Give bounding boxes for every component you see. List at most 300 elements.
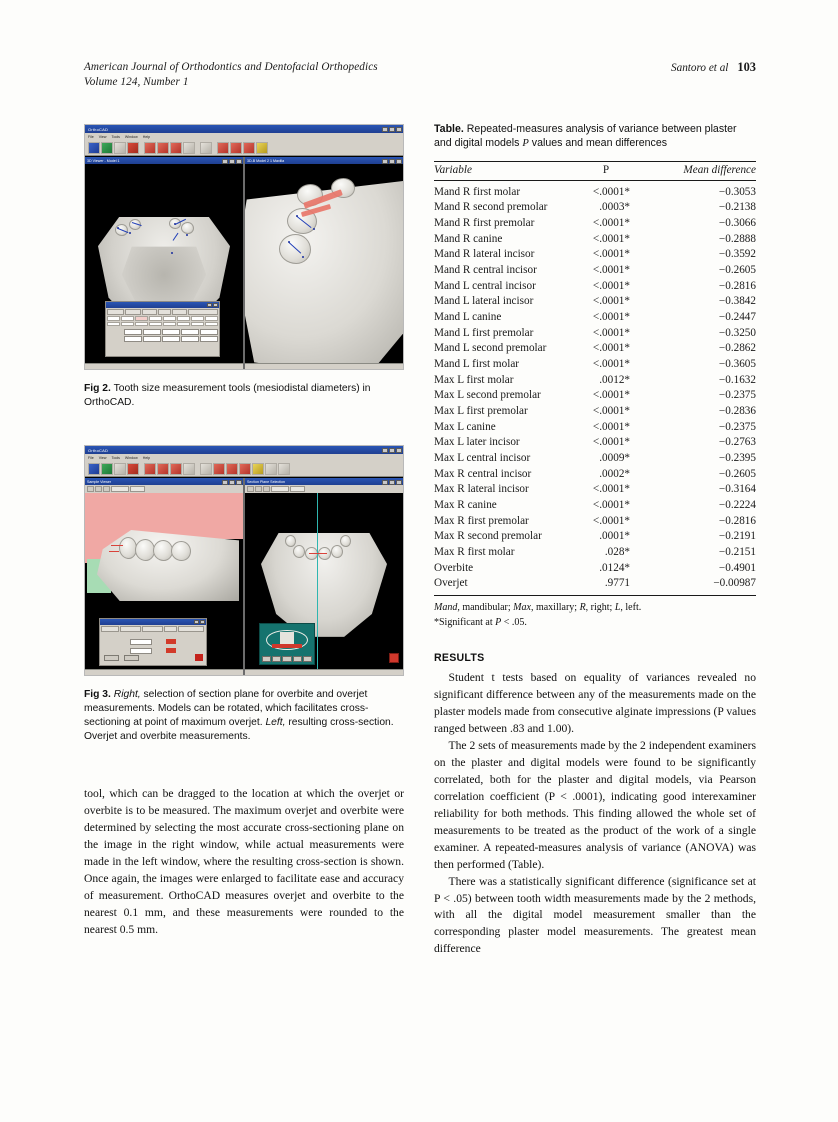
measure-width-icon[interactable] [217, 142, 229, 154]
dialog-data-grid [106, 315, 219, 344]
cell-mean-difference: −0.2816 [718, 514, 756, 527]
cell-variable: Max L central incisor [434, 451, 531, 464]
section-plane-tabs[interactable] [245, 485, 403, 493]
grid-cell [177, 316, 190, 321]
cell-mean-difference: −0.2151 [718, 545, 756, 558]
cell-variable: Max L first premolar [434, 405, 528, 417]
menu-item-help[interactable]: Help [142, 455, 151, 460]
cell-mean-difference: −0.2605 [718, 264, 756, 277]
zoom-icon[interactable] [183, 463, 195, 475]
cell-p-value: .0003* [599, 201, 630, 214]
cell-mean-difference: −0.2862 [718, 342, 756, 355]
tab-width[interactable] [142, 309, 157, 315]
toolbar-separator-1 [140, 463, 143, 475]
cell-variable: Mand L central incisor [434, 279, 536, 292]
cell-mean-difference: −0.2605 [718, 467, 756, 480]
figure-2 [84, 124, 404, 410]
table-row [434, 341, 756, 357]
grid-cell [149, 316, 162, 321]
section-plane-window-controls[interactable] [382, 480, 402, 485]
section-tool-dialog[interactable] [99, 618, 207, 666]
results-paragraph-3: There was a statistically significant difference (significance set at P < .05) between tooth width measurements made by the 2 methods, with all the digital model measurement smaller than the corresponding plaster model measurements. The greatest mean difference [434, 874, 756, 956]
table-body [434, 180, 756, 591]
cell-variable: Mand R first molar [434, 185, 521, 198]
tab-layout[interactable] [290, 486, 305, 492]
table-row [434, 576, 756, 592]
menu-item-window[interactable]: Window [124, 455, 138, 460]
right-column [434, 122, 756, 958]
table-row [434, 482, 756, 498]
overbite-readout [166, 648, 176, 653]
grid-cell [121, 316, 134, 321]
table-caption-part-2: values and mean differences [528, 137, 668, 150]
record-icon[interactable] [127, 142, 139, 154]
table-row [434, 200, 756, 216]
value-field[interactable] [181, 329, 199, 335]
right-pane-window-controls[interactable] [382, 159, 402, 164]
cross-section-statusbar [85, 669, 243, 675]
running-head [84, 60, 756, 90]
table-header [434, 161, 756, 180]
cell-mean-difference: −0.00987 [713, 577, 756, 590]
section-plane-canvas[interactable] [245, 493, 403, 669]
pane-minimize-icon[interactable] [382, 159, 388, 164]
tab-icon-2[interactable] [255, 486, 262, 492]
thumb-button[interactable] [272, 656, 281, 662]
open-file-icon[interactable] [88, 463, 100, 475]
ruler-icon[interactable] [200, 142, 212, 154]
cell-variable: Max L later incisor [434, 436, 520, 449]
maximize-icon[interactable] [389, 448, 395, 453]
window-controls-2[interactable] [382, 448, 402, 453]
pane-maximize-icon[interactable] [389, 159, 395, 164]
value-field[interactable] [200, 336, 218, 342]
table-row [434, 247, 756, 263]
pane-minimize-icon[interactable] [222, 159, 228, 164]
table-row [434, 372, 756, 388]
cell-variable: Mand R lateral incisor [434, 248, 535, 261]
cell-mean-difference: −0.3842 [718, 295, 756, 308]
figure-3-panes [85, 478, 403, 675]
menu-item-tools[interactable]: Tools [111, 134, 120, 139]
grid-cell [107, 322, 120, 327]
pane-maximize-icon[interactable] [229, 159, 235, 164]
overjet-value-field[interactable] [130, 639, 152, 645]
cell-mean-difference: −0.2224 [718, 498, 756, 511]
toolbar-separator-3 [213, 142, 216, 154]
annotate-icon[interactable] [256, 142, 268, 154]
cell-p-value: .0001* [599, 530, 630, 543]
toolbar[interactable] [85, 140, 403, 156]
section-plane-title-text: Section Plane Selection [247, 479, 285, 484]
table-footnotes [434, 601, 756, 629]
pane-close-icon[interactable] [396, 480, 402, 485]
cell-p-value: <.0001* [592, 279, 630, 292]
pane-minimize-icon[interactable] [222, 480, 228, 485]
cell-mean-difference: −0.3164 [718, 483, 756, 496]
cell-variable: Mand L first premolar [434, 326, 534, 339]
overjet-readout [166, 639, 176, 644]
tab-icon-1[interactable] [87, 486, 94, 492]
cell-p-value: .0002* [599, 467, 630, 480]
cell-variable: Max L canine [434, 420, 496, 433]
table-row [434, 216, 756, 232]
grid-cell [149, 322, 162, 327]
pane-close-icon[interactable] [236, 159, 242, 164]
annotate-icon[interactable] [252, 463, 264, 475]
right-viewer-pane[interactable] [245, 157, 403, 369]
cell-p-value: <.0001* [592, 514, 630, 527]
left-column-body-text [84, 786, 404, 939]
occlusal-view-icon[interactable] [157, 463, 169, 475]
cell-variable: Mand R second premolar [434, 201, 548, 214]
left-viewer-pane[interactable] [85, 157, 243, 369]
figure-3-image [84, 445, 404, 676]
cell-p-value: <.0001* [592, 405, 630, 417]
cell-p-value: <.0001* [592, 420, 630, 433]
save-icon[interactable] [101, 463, 113, 475]
value-field[interactable] [143, 336, 161, 342]
left-pane-canvas[interactable] [85, 172, 243, 363]
open-file-icon[interactable] [88, 142, 100, 154]
overbite-measure-line [109, 551, 119, 552]
thumb-button[interactable] [303, 656, 312, 662]
journal-volume: Volume 124, Number 1 [84, 75, 189, 88]
cell-variable: Mand L canine [434, 311, 502, 324]
section-plane-pink-region [85, 493, 243, 539]
table-row [434, 435, 756, 451]
cell-mean-difference: −0.3066 [718, 217, 756, 230]
orthocad-app-title-2: OrthoCAD [88, 447, 109, 453]
cross-section-titlebar [85, 478, 243, 485]
overbite-tool-icon[interactable] [239, 463, 251, 475]
pane-close-icon[interactable] [236, 480, 242, 485]
orthocad-window-titlebar [85, 125, 403, 133]
value-field[interactable] [143, 329, 161, 335]
ok-button[interactable] [104, 655, 119, 661]
measure-curve-icon[interactable] [243, 142, 255, 154]
toolbar-separator-1 [140, 142, 143, 154]
grid-view-icon[interactable] [170, 463, 182, 475]
tooth-shape [293, 545, 305, 558]
cell-p-value: .028* [604, 545, 630, 558]
cell-variable: Overjet [434, 577, 468, 590]
cell-variable: Max L second premolar [434, 389, 541, 402]
table-row [434, 310, 756, 326]
zoom-icon[interactable] [183, 142, 195, 154]
cell-mean-difference: −0.2888 [718, 232, 756, 245]
table-note-abbreviations: Mand, mandibular; Max, maxillary; R, right; L, left. [434, 602, 642, 614]
record-icon[interactable] [127, 463, 139, 475]
table-row [434, 278, 756, 294]
table-row [434, 450, 756, 466]
tab-curve[interactable] [158, 309, 171, 315]
overjet-measure-line [111, 545, 123, 546]
cell-variable: Overbite [434, 561, 474, 574]
save-icon[interactable] [101, 142, 113, 154]
cell-variable: Max R second premolar [434, 530, 542, 543]
table-row [434, 466, 756, 482]
results-paragraph-2: The 2 sets of measurements made by the 2 independent examiners on the plaster and digital models were found to be significantly correlated, both for the plaster and digital models, via Pearson correlation coefficient (P < .0001), indicating good interexaminer reliability for both methods. This finding allowed the whole set of measurements to be treated as the product of the work of a single examiner. A repeated-measures analysis of variance (ANOVA) was then performed (Table). [434, 738, 756, 871]
figure-3-label: Fig 3. [84, 689, 111, 700]
grid-cell [135, 322, 148, 327]
cell-mean-difference: −0.1632 [718, 373, 756, 386]
maximize-icon[interactable] [389, 127, 395, 132]
table-bottom-rule [434, 595, 756, 596]
pane-minimize-icon[interactable] [382, 480, 388, 485]
cell-variable: Mand R first premolar [434, 217, 535, 230]
tooth-shape [331, 545, 343, 558]
tooth-shape [171, 541, 191, 561]
cell-p-value: <.0001* [592, 483, 630, 496]
overjet-tool-icon[interactable] [226, 463, 238, 475]
tab-length[interactable] [125, 309, 141, 315]
cell-mean-difference: −0.2191 [718, 530, 756, 543]
cross-section-tabs[interactable] [85, 485, 243, 493]
figure-2-image [84, 124, 404, 370]
dialog-close-icon[interactable] [213, 303, 218, 307]
author-names: Santoro et al [671, 62, 729, 74]
table-row [434, 263, 756, 279]
cell-mean-difference: −0.2375 [718, 389, 756, 402]
dialog-minimize-icon[interactable] [207, 303, 212, 307]
overbite-value-field[interactable] [130, 648, 152, 654]
menu-item-tools[interactable]: Tools [111, 455, 120, 460]
tab-icon-3[interactable] [263, 486, 270, 492]
thumb-button[interactable] [282, 656, 291, 662]
cell-mean-difference: −0.3592 [718, 248, 756, 261]
page-number: 103 [737, 60, 756, 74]
ruler-icon[interactable] [200, 463, 212, 475]
cell-variable: Max R first molar [434, 545, 515, 558]
cell-variable: Max R lateral incisor [434, 483, 529, 496]
cell-p-value: .0012* [599, 373, 630, 386]
row-label [107, 336, 123, 342]
cell-variable: Mand R central incisor [434, 264, 537, 277]
cell-p-value: <.0001* [592, 389, 630, 402]
minimize-icon[interactable] [382, 448, 388, 453]
cell-mean-difference: −0.4901 [718, 561, 756, 574]
cell-mean-difference: −0.3053 [718, 185, 756, 198]
cell-p-value: <.0001* [592, 248, 630, 261]
menu-item-file[interactable]: File [88, 455, 94, 460]
tooth-shape [340, 535, 351, 547]
print-icon[interactable] [114, 463, 126, 475]
cell-mean-difference: −0.2375 [718, 420, 756, 433]
close-icon[interactable] [396, 448, 402, 453]
grid-row [107, 316, 218, 321]
cancel-button[interactable] [124, 655, 139, 661]
cell-mean-difference: −0.2447 [718, 311, 756, 324]
cell-p-value: <.0001* [592, 436, 630, 449]
left-pane-titlebar [85, 157, 243, 164]
cell-mean-difference: −0.2816 [718, 279, 756, 292]
print-icon[interactable] [114, 142, 126, 154]
anova-results-table [434, 161, 756, 592]
right-pane-canvas[interactable] [245, 172, 403, 363]
measure-bar-icon [272, 644, 302, 648]
cell-mean-difference: −0.2763 [718, 436, 756, 449]
tab-measurements[interactable] [188, 309, 218, 315]
cell-p-value: <.0001* [592, 185, 630, 198]
figure-2-label: Fig 2. [84, 383, 111, 394]
cell-p-value: <.0001* [592, 264, 630, 277]
cross-section-canvas[interactable] [85, 493, 243, 669]
pane-close-icon[interactable] [396, 159, 402, 164]
tab-bolton[interactable] [107, 309, 124, 315]
left-pane-window-controls[interactable] [222, 159, 242, 164]
table-row [434, 356, 756, 372]
cell-p-value: .0009* [599, 451, 630, 464]
section-plane-icon[interactable] [213, 463, 225, 475]
orthocad-window-titlebar-2 [85, 446, 403, 454]
figure-3 [84, 445, 404, 744]
body-paragraph-continued: tool, which can be dragged to the location at which the overjet or overbite is to be measured. The maximum overjet and overbite were determined by selecting the most accurate cross-sectioning plane on the image in the right window, while actual measurements were made in the left window, where the resulting cross-section is shown. Once again, the images were enlarged to facilitate ease and accuracy of measurement. OrthoCAD measures overjet and overbite to the nearest 0.1 mm, and these measurements were rounded to the nearest 0.5 mm. [84, 787, 404, 936]
menu-item-help[interactable]: Help [142, 134, 151, 139]
cell-variable: Max L first molar [434, 373, 514, 386]
running-head-right [671, 60, 756, 75]
table-row [434, 388, 756, 404]
minimize-icon[interactable] [382, 127, 388, 132]
model-thumbnail-panel[interactable] [259, 623, 315, 665]
pane-maximize-icon[interactable] [389, 480, 395, 485]
left-pane-title-text: 3D Viewer - Model 1 [87, 158, 120, 163]
report-icon[interactable] [278, 463, 290, 475]
section-plane-line[interactable] [317, 493, 318, 669]
dialog-minimize-icon[interactable] [194, 620, 199, 624]
cell-variable: Max R canine [434, 498, 497, 511]
dialog-close-icon[interactable] [200, 620, 205, 624]
toolbar-separator-2 [196, 463, 199, 475]
value-field[interactable] [162, 336, 180, 342]
right-pane-titlebar [245, 157, 403, 164]
menu-item-window[interactable]: Window [124, 134, 138, 139]
results-section [434, 652, 756, 959]
cell-p-value: <.0001* [592, 358, 630, 371]
figure-2-panes [85, 157, 403, 369]
table-label: Table. [434, 123, 464, 135]
cell-variable: Max R first premolar [434, 514, 529, 527]
grid-cell [191, 316, 204, 321]
menu-item-file[interactable]: File [88, 134, 94, 139]
table-note-significance: *Significant at P < .05. [434, 616, 527, 628]
figure-2-caption-text: Tooth size measurement tools (mesiodistal diameters) in OrthoCAD. [84, 383, 371, 408]
cell-p-value: <.0001* [592, 498, 630, 511]
grid-cell [205, 322, 218, 327]
table-caption [434, 122, 756, 152]
table-row [434, 419, 756, 435]
tooth-shape [135, 539, 155, 561]
figure-3-caption-text-2: resulting cross-section. Overjet and overbite measurements. [84, 717, 394, 742]
grid-cell [205, 316, 218, 321]
cell-p-value: <.0001* [592, 295, 630, 308]
toolbar-2[interactable] [85, 461, 403, 477]
model-view-icon[interactable] [144, 142, 156, 154]
column-header-variable: Variable [434, 161, 560, 180]
value-field[interactable] [181, 336, 199, 342]
section-plane-marker [309, 553, 327, 554]
cell-variable: Mand R canine [434, 232, 503, 245]
left-pane-statusbar [85, 363, 243, 369]
menu-item-view[interactable]: View [98, 134, 107, 139]
section-plane-pane[interactable] [245, 478, 403, 675]
cell-p-value: <.0001* [592, 326, 630, 339]
tab-layout[interactable] [130, 486, 145, 492]
tab-object[interactable] [111, 486, 129, 492]
tooth-shape [181, 222, 194, 234]
tooth-shape [285, 535, 296, 547]
measure-length-icon[interactable] [230, 142, 242, 154]
close-icon[interactable] [396, 127, 402, 132]
value-field[interactable] [124, 329, 142, 335]
cell-variable: Mand L second premolar [434, 342, 547, 355]
tab-abcd[interactable] [172, 309, 187, 315]
figure-3-caption-text-1: selection of section plane for overbite and overjet measurements. Models can be rotated, which facilitates cross-sectioning at point of maximum overjet. [84, 689, 369, 728]
pane-maximize-icon[interactable] [229, 480, 235, 485]
toolbar-separator-2 [196, 142, 199, 154]
section-plane-titlebar [245, 478, 403, 485]
occlusal-view-icon[interactable] [157, 142, 169, 154]
menubar[interactable] [85, 133, 403, 140]
table-row [434, 560, 756, 576]
tab-icon-2[interactable] [95, 486, 102, 492]
cell-variable: Max R central incisor [434, 467, 532, 480]
section-dialog-tabs[interactable] [100, 625, 206, 632]
grid-row [107, 322, 218, 327]
apply-icon[interactable] [195, 654, 203, 661]
window-controls[interactable] [382, 127, 402, 132]
value-field[interactable] [124, 336, 142, 342]
value-field[interactable] [200, 329, 218, 335]
model-view-icon[interactable] [144, 463, 156, 475]
table-header-row [434, 161, 756, 180]
table-icon[interactable] [265, 463, 277, 475]
cell-mean-difference: −0.3605 [718, 358, 756, 371]
cell-mean-difference: −0.2836 [718, 405, 756, 417]
table-row [434, 403, 756, 419]
tab-icon-3[interactable] [103, 486, 110, 492]
cell-p-value: .9771 [604, 577, 630, 590]
left-column [84, 124, 404, 939]
measurements-dialog[interactable] [105, 301, 220, 357]
menubar-2[interactable] [85, 454, 403, 461]
cross-section-pane[interactable] [85, 478, 243, 675]
measure-ruler-icon[interactable] [389, 653, 399, 663]
right-pane-statusbar [245, 363, 403, 369]
cell-p-value: <.0001* [592, 311, 630, 324]
tab-icon-1[interactable] [247, 486, 254, 492]
table-row [434, 294, 756, 310]
column-header-p: P [560, 161, 652, 180]
cross-section-window-controls[interactable] [222, 480, 242, 485]
cell-mean-difference: −0.2395 [718, 451, 756, 464]
value-field[interactable] [162, 329, 180, 335]
thumb-button[interactable] [262, 656, 271, 662]
tab-object[interactable] [271, 486, 289, 492]
field-row [107, 336, 218, 342]
grid-cell [191, 322, 204, 327]
menu-item-view[interactable]: View [98, 455, 107, 460]
cell-variable: Mand L lateral incisor [434, 295, 534, 308]
table-row [434, 325, 756, 341]
orthocad-app-title: OrthoCAD [88, 126, 109, 132]
grid-cell [121, 322, 134, 327]
dialog-tabs[interactable] [106, 308, 219, 315]
thumb-button[interactable] [293, 656, 302, 662]
grid-view-icon[interactable] [170, 142, 182, 154]
journal-name: American Journal of Orthodontics and Dentofacial Orthopedics [84, 61, 378, 73]
cell-mean-difference: −0.2138 [718, 201, 756, 214]
